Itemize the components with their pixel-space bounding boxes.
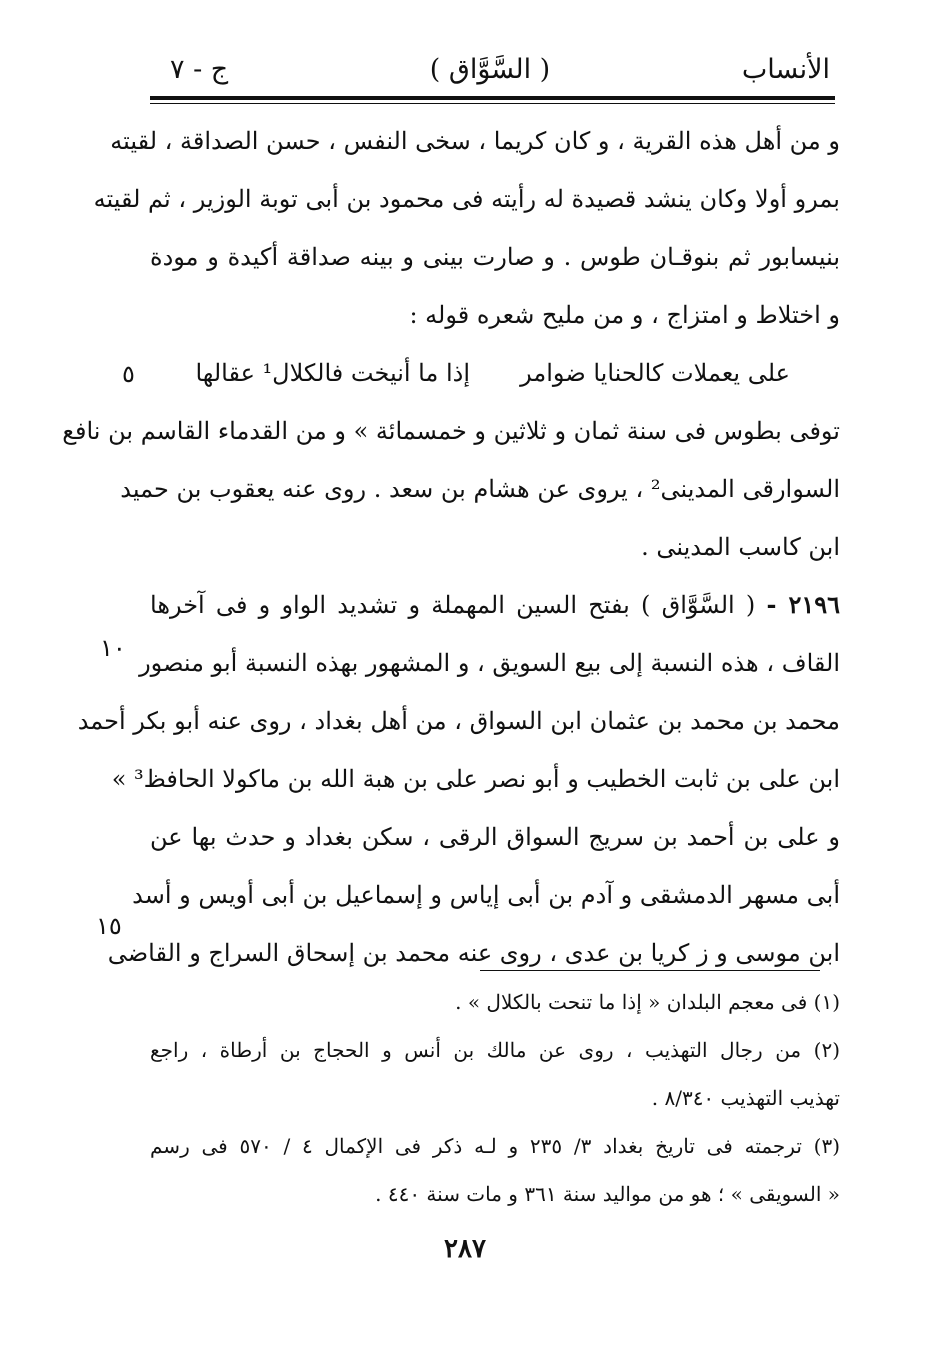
running-header — [150, 48, 830, 98]
footnote: (٣) ترجمته فى تاريخ بغداد ٣/ ٢٣٥ و لـه ذكر فى الإكمال ٤ / ٥٧٠ فى رسم — [150, 1134, 841, 1158]
line-number-5: ٥ — [122, 360, 135, 388]
footnotes — [150, 978, 840, 1218]
text-line: ابن على بن ثابت الخطيب و أبو نصر على بن هبة الله بن ماكولا الحافظ³ » — [111, 765, 840, 793]
text-line: و من أهل هذه القرية ، و كان كريما ، سخى النفس ، حسن الصداقة ، لقيته — [110, 127, 840, 155]
text-line: محمد بن محمد بن عثمان ابن السواق ، من أهل بغداد ، روى عنه أبو بكر أحمد — [77, 707, 840, 735]
footnote: (٢) من رجال التهذيب ، روى عن مالك بن أنس و الحجاج بن أرطاة ، راجع — [150, 1038, 840, 1062]
entry-number: ٢١٩٦ - — [766, 590, 840, 619]
entry-first-text: ( السَّوَّاق ) بفتح السين المهملة و تشديد الواو و فى آخرها — [150, 591, 756, 619]
header-rule-thin — [150, 103, 835, 104]
poetry-verse — [150, 344, 840, 402]
text-line: بمرو أولا وكان ينشد قصيدة له رأيته فى محمود بن أبى توبة الوزير ، ثم لقيته — [93, 185, 840, 213]
text-line: ابن موسى و ز كريا بن عدى ، روى عنه محمد بن إسحاق السراج و القاضى — [107, 939, 840, 967]
text-line: ابن كاسب المدينى . — [641, 533, 840, 561]
verse-hemistich-second: إذا ما أنيخت فالكلال¹ عقالها — [195, 359, 470, 387]
page-number: ٢٨٧ — [444, 1234, 486, 1264]
text-line: و على بن أحمد بن سريج السواق الرقى ، سكن بغداد و حدث بها عن — [150, 823, 840, 851]
footnote: (١) فى معجم البلدان « إذا ما تنحت بالكلال » . — [455, 990, 840, 1014]
line-number-10: ١٠ — [100, 634, 126, 662]
line-number-15: ١٥ — [96, 912, 122, 940]
text-line: بنيسابور ثم بنوقـان طوس . و صارت بينى و بينه صداقة أكيدة و مودة — [150, 243, 841, 271]
header-rule-thick — [150, 96, 835, 100]
volume-number: ج - ٧ — [170, 54, 229, 85]
verse-hemistich-first: على يعملات كالحنايا ضوامر — [520, 359, 790, 387]
entry-first-line — [150, 576, 840, 634]
book-title: الأنساب — [741, 54, 830, 85]
text-line: و اختلاط و امتزاج ، و من مليح شعره قوله : — [409, 301, 840, 329]
text-line: القاف ، هذه النسبة إلى بيع السويق ، و المشهور بهذه النسبة أبو منصور — [139, 649, 840, 677]
entry-heading: ( السَّوَّاق ) — [429, 54, 551, 85]
text-line: السوارقى المدينى² ، يروى عن هشام بن سعد . روى عنه يعقوب بن حميد — [120, 475, 840, 503]
footnote-rule — [480, 970, 820, 971]
footnote-continuation: تهذيب التهذيب ٨/٣٤٠ . — [651, 1086, 840, 1110]
footnote-continuation: « السويقى » ؛ هو من مواليد سنة ٣٦١ و مات سنة ٤٤٠ . — [375, 1182, 840, 1206]
text-line: أبى مسهر الدمشقى و آدم بن أبى إياس و إسماعيل بن أبى أويس و أسد — [132, 881, 840, 909]
text-line: توفى بطوس فى سنة ثمان و ثلاثين و خمسمائة » و من القدماء القاسم بن نافع — [62, 417, 840, 445]
